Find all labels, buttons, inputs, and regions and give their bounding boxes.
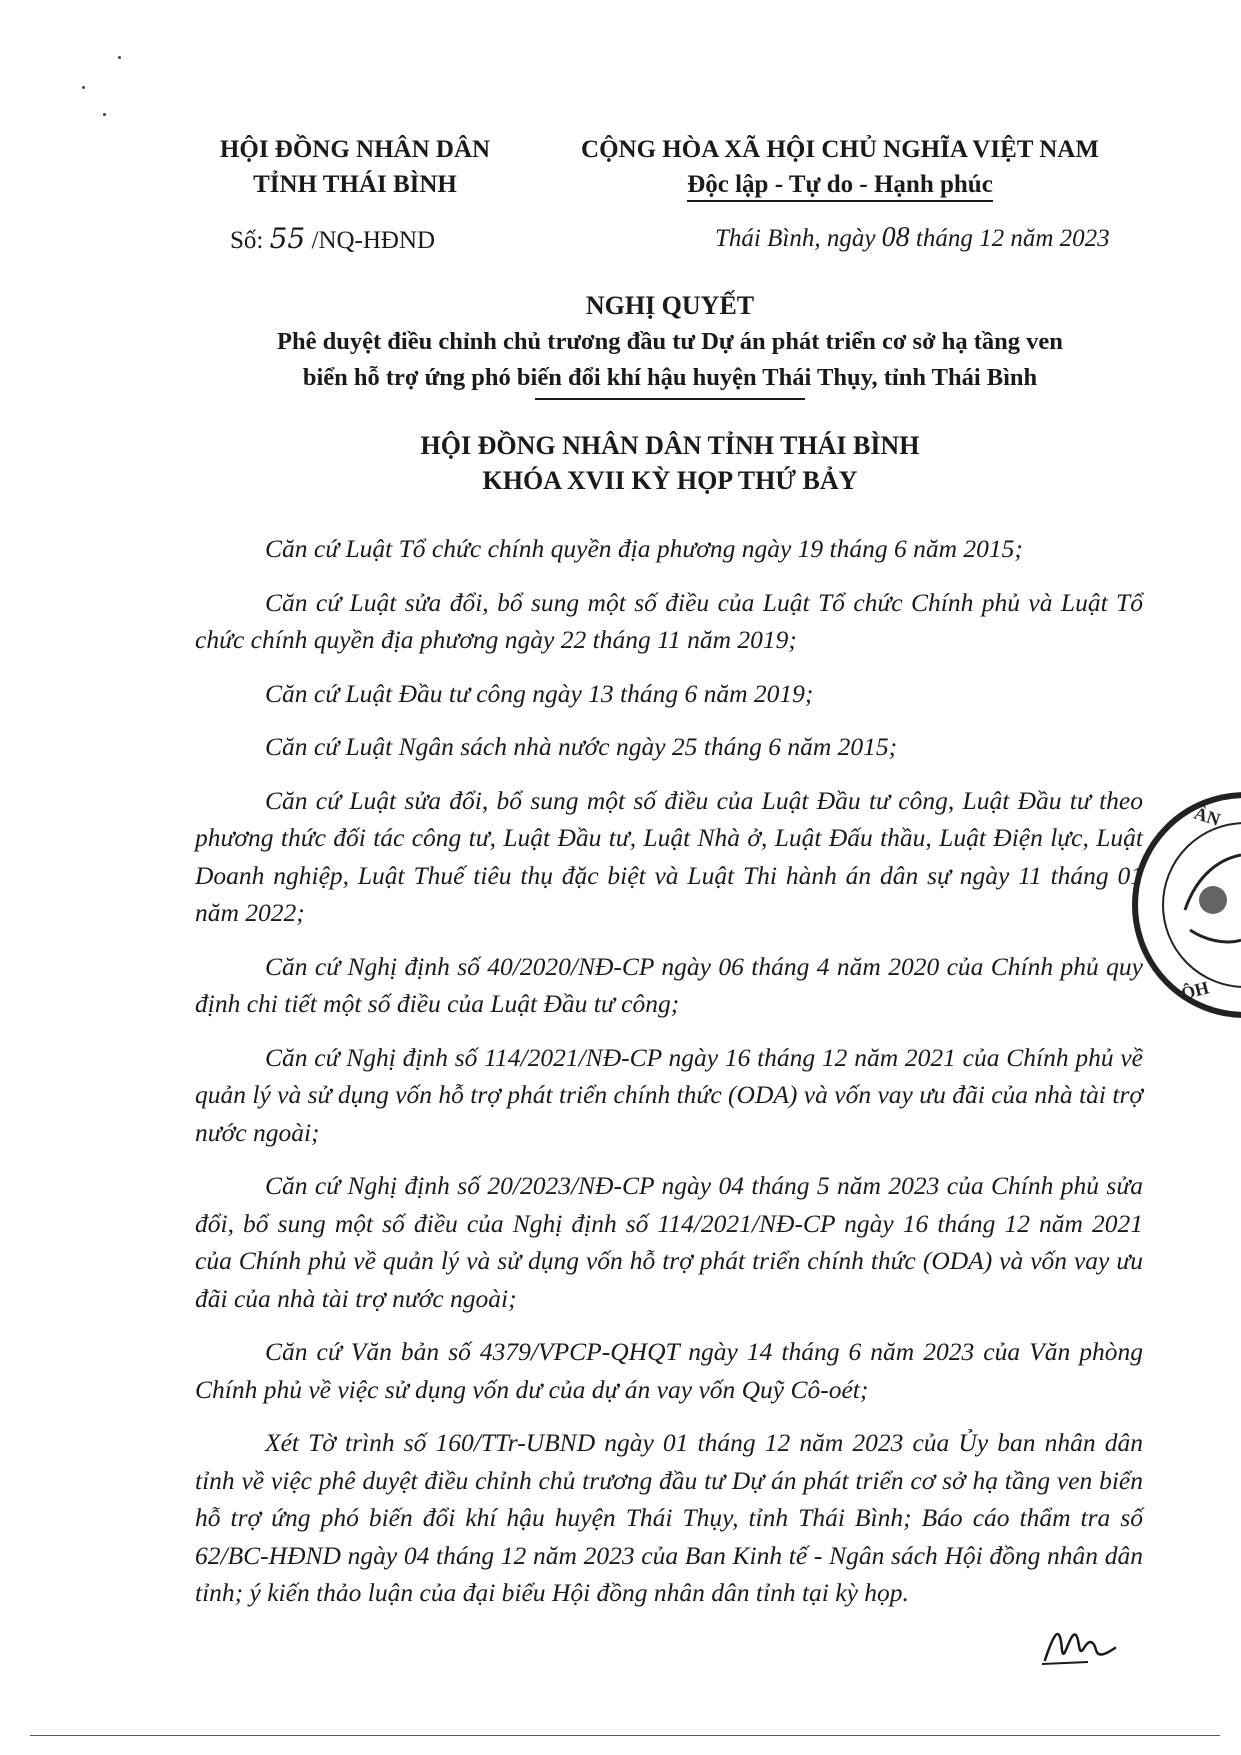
subtitle-line-2: biển hỗ trợ ứng phó biến đổi khí hậu huyện Thái Thụy, tỉnh Thái Bình: [302, 364, 1038, 391]
resolution-title: [200, 288, 1140, 400]
council-line-2: KHÓA XVII KỲ HỌP THỨ BẢY: [482, 466, 858, 495]
basis-paragraph: Căn cứ Luật Tổ chức chính quyền địa phương ngày 19 tháng 6 năm 2015;: [265, 534, 1023, 563]
doc-number-suffix: /NQ-HĐND: [305, 227, 436, 254]
scan-speck: [82, 86, 85, 89]
agency-line-1: HỘI ĐỒNG NHÂN DÂN: [219, 136, 491, 163]
basis-paragraph: Căn cứ Luật Đầu tư công ngày 13 tháng 6 năm 2019;: [265, 678, 814, 708]
basis-paragraph: Căn cứ Luật sửa đổi, bổ sung một số điều của Luật Đầu tư công, Luật Đầu tư theo phương thức đối tác công tư, Luật Đầu tư, Luật Nhà ở, Luật Đấu thầu, Luật Điện lực, Luật Doanh nghiệp, Luật Thuế tiêu thụ đặc biệt và Luật Thi hành án dân sự ngày 11 tháng 01 năm 2022;: [195, 785, 1143, 927]
title-underline: [535, 398, 805, 400]
document-number: [230, 222, 435, 255]
motto: Độc lập - Tự do - Hạnh phúc: [687, 170, 993, 202]
basis-paragraph: Căn cứ Văn bản số 4379/VPCP-QHQT ngày 14 tháng 6 năm 2023 của Văn phòng Chính phủ về việc sử dụng vốn dư của dự án vay vốn Quỹ Cô-oét;: [195, 1337, 1143, 1404]
seal-text-top: ÂN: [1191, 802, 1223, 830]
agency-line-2: TỈNH THÁI BÌNH: [253, 171, 457, 198]
basis-paragraph: Xét Tờ trình số 160/TTr-UBND ngày 01 tháng 12 năm 2023 của Ủy ban nhân dân tỉnh về việc phê duyệt điều chỉnh chủ trương đầu tư Dự án phát triển cơ sở hạ tầng ven biển hỗ trợ ứng phó biến đổi khí hậu huyện Thái Thụy, tỉnh Thái Bình; Báo cáo thẩm tra số 62/BC-HĐND ngày 04 tháng 12 năm 2023 của Ban Kinh tế - Ngân sách Hội đồng nhân dân tỉnh; ý kiến thảo luận của đại biểu Hội đồng nhân dân tỉnh tại kỳ họp.: [195, 1428, 1143, 1607]
council-heading: [200, 428, 1140, 498]
handwritten-day: 08: [881, 222, 910, 253]
subtitle-line-1: Phê duyệt điều chỉnh chủ trương đầu tư Dự án phát triển cơ sở hạ tầng ven: [277, 328, 1063, 355]
basis-paragraph: Căn cứ Nghị định số 114/2021/NĐ-CP ngày 16 tháng 12 năm 2021 của Chính phủ về quản lý và sử dụng vốn hỗ trợ phát triển chính thức (ODA) và vốn vay ưu đãi của nhà tài trợ nước ngoài;: [195, 1042, 1143, 1147]
basis-paragraph: Căn cứ Nghị định số 20/2023/NĐ-CP ngày 04 tháng 5 năm 2023 của Chính phủ sửa đổi, bổ sung một số điều của Nghị định số 114/2021/NĐ-CP ngày 16 tháng 12 năm 2021 của Chính phủ về quản lý và sử dụng vốn hỗ trợ phát triển chính thức (ODA) và vốn vay ưu đãi của nhà tài trợ nước ngoài;: [195, 1171, 1143, 1313]
place-date: [715, 222, 1110, 254]
scan-speck: [103, 113, 106, 116]
doc-type: NGHỊ QUYẾT: [585, 291, 755, 320]
signature-initials: [1040, 1620, 1120, 1670]
handwritten-number: 55: [269, 222, 306, 255]
seal-text-bottom: ỘH: [1178, 977, 1212, 1004]
country-line: CỘNG HÒA XÃ HỘI CHỦ NGHĨA VIỆT NAM: [581, 136, 1099, 163]
issuing-agency: [190, 132, 520, 202]
national-title: [540, 132, 1140, 202]
page-bottom-edge: [30, 1735, 1220, 1736]
place-date-prefix: Thái Bình, ngày: [715, 225, 882, 252]
basis-paragraph: Căn cứ Luật sửa đổi, bổ sung một số điều của Luật Tổ chức Chính phủ và Luật Tổ chức chính quyền địa phương ngày 22 tháng 11 năm 2019;: [195, 587, 1143, 654]
place-date-suffix: tháng 12 năm 2023: [909, 225, 1110, 252]
scan-speck: [118, 56, 121, 59]
doc-number-prefix: Số:: [230, 227, 270, 254]
basis-paragraph: Căn cứ Nghị định số 40/2020/NĐ-CP ngày 06 tháng 4 năm 2020 của Chính phủ quy định chi tiết một số điều của Luật Đầu tư công;: [195, 951, 1143, 1018]
basis-paragraph: Căn cứ Luật Ngân sách nhà nước ngày 25 tháng 6 năm 2015;: [265, 732, 898, 761]
legal-basis: [195, 530, 1143, 1628]
official-seal: [1115, 790, 1241, 1020]
council-line-1: HỘI ĐỒNG NHÂN DÂN TỈNH THÁI BÌNH: [420, 431, 920, 460]
